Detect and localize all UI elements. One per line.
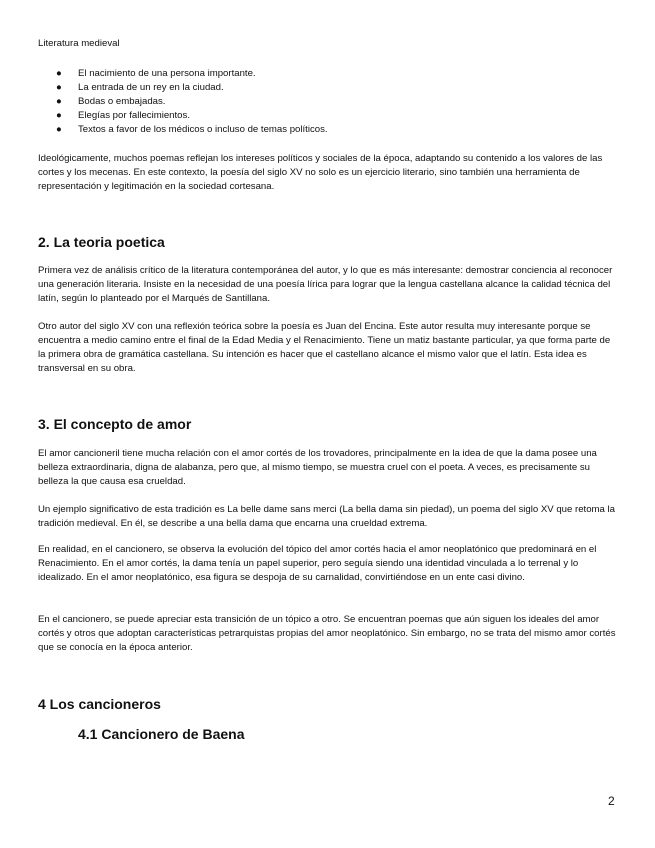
- section-3-heading: 3. El concepto de amor: [38, 416, 192, 432]
- bullet-icon: ●: [56, 124, 62, 135]
- section-4-1-heading: 4.1 Cancionero de Baena: [78, 726, 245, 742]
- section-3-paragraph-3: En realidad, en el cancionero, se observa la evolución del tópico del amor cortés hacia el amor neoplatónico que predominará en el Renacimiento. En el amor cortés, la dama tenía un papel superior, pero seguía siendo una identidad vinculada a lo terrenal y lo idealizado. En el amor neoplatónico, esa figura se despoja de su carnalidad, convirtiéndose en un ente casi divino.: [38, 544, 597, 583]
- section-2-paragraph-2: Otro autor del siglo XV con una reflexión teórica sobre la poesía es Juan del Encina. Este autor resulta muy interesante porque se encuentra a medio camino entre el final de la Edad Media y el Renacimiento. Tiene un matiz bastante particular, ya que forma parte de la primera obra de gramática castellana. Su intención es hacer que el castellano alcance el mismo valor que el latín. Esta idea es transversal en su obra.: [38, 321, 611, 374]
- section-3-paragraph-4: En el cancionero, se puede apreciar esta transición de un tópico a otro. Se encuentran poemas que aún siguen los ideales del amor cortés y otros que adoptan características petrarquistas propias del amor neoplatónico. Sin embargo, no se trata del mismo amor cortés que se conocía en la época anterior.: [38, 614, 616, 653]
- running-header: Literatura medieval: [38, 38, 120, 49]
- list-item: ● Elegías por fallecimientos.: [56, 110, 190, 121]
- bullet-icon: ●: [56, 68, 62, 79]
- list-item: ● El nacimiento de una persona importante.: [56, 68, 256, 79]
- section-3-paragraph-2: Un ejemplo significativo de esta tradición es La belle dame sans merci (La bella dama sin piedad), un poema del siglo XV que retoma la tradición medieval. En él, se describe a una bella dama que encarna una crueldad extrema.: [38, 504, 616, 529]
- section-2-heading: 2. La teoria poetica: [38, 234, 165, 250]
- section-4-heading: 4 Los cancioneros: [38, 696, 161, 712]
- list-item: ● Bodas o embajadas.: [56, 96, 166, 107]
- list-item: ● Textos a favor de los médicos o incluso de temas políticos.: [56, 124, 328, 135]
- page-number: 2: [608, 794, 615, 808]
- bullet-icon: ●: [56, 82, 62, 93]
- bullet-list: [38, 67, 598, 137]
- bullet-icon: ●: [56, 96, 62, 107]
- section-3-paragraph-1: El amor cancioneril tiene mucha relación con el amor cortés de los trovadores, principalmente en la idea de que la dama posee una belleza extraordinaria, digna de alabanza, pero que, al mismo tiempo, se muestra cruel con el poeta. A veces, es precisamente su belleza la que causa esa crueldad.: [38, 448, 597, 487]
- intro-paragraph: Ideológicamente, muchos poemas reflejan los intereses políticos y sociales de la época, adaptando su contenido a los valores de las cortes y los mecenas. En este contexto, la poesía del siglo XV no solo es un ejercicio literario, sino también una herramienta de representación y legitimación en la sociedad cortesana.: [38, 153, 603, 192]
- section-2-paragraph-1: Primera vez de análisis crítico de la literatura contemporánea del autor, y lo que es más interesante: demostrar conciencia al reconocer una generación literaria. Insiste en la necesidad de una poesía lírica para lograr que la lengua castellana alcance la calidad técnica del latín, según lo planteado por el Marqués de Santillana.: [38, 265, 613, 304]
- bullet-icon: ●: [56, 110, 62, 121]
- list-item: ● La entrada de un rey en la ciudad.: [56, 82, 224, 93]
